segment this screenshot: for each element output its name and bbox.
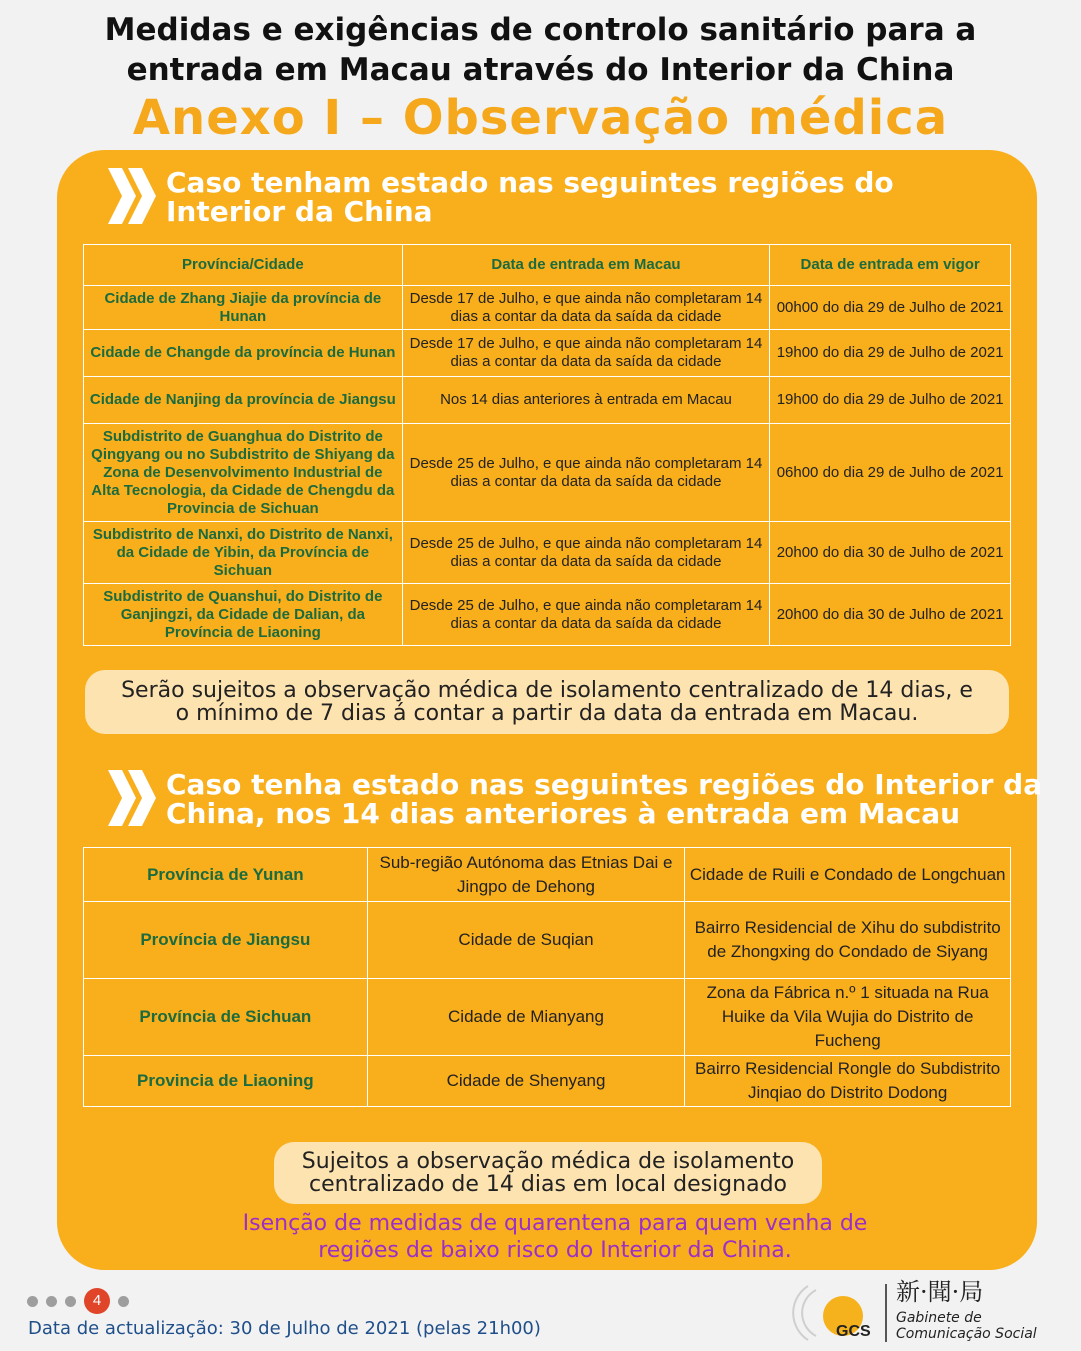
column-header: Data de entrada em vigor — [770, 245, 1011, 286]
city-cell: Cidade de Mianyang — [367, 979, 685, 1056]
area-cell: Zona da Fábrica n.º 1 situada na Rua Huike da Vila Wujia do Distrito de Fucheng — [685, 979, 1011, 1056]
province-cell: Província de Jiangsu — [84, 902, 368, 979]
logo-name-line2: Comunicação Social — [896, 1326, 1037, 1342]
isolation-notice-2-line1: Sujeitos a observação médica de isolamento — [301, 1149, 795, 1174]
double-chevron-icon — [108, 770, 158, 826]
isolation-notice-1-line1: Serão sujeitos a observação médica de isolamento centralizado de 14 dias, e — [121, 678, 973, 703]
region-cell: Subdistrito de Quanshui, do Distrito de Ganjingzi, da Cidade de Dalian, da Província de Liaoning — [84, 584, 403, 646]
exemption-note — [120, 1210, 990, 1264]
region-cell: Cidade de Nanjing da província de Jiangsu — [84, 377, 403, 424]
gcs-logo — [788, 1278, 1068, 1346]
column-header: Data de entrada em Macau — [402, 245, 770, 286]
table-row — [84, 584, 1011, 646]
table-row — [84, 902, 1011, 979]
isolation-notice-2-line2: centralizado de 14 dias em local designado — [309, 1172, 787, 1197]
entry-cell: Desde 17 de Julho, e que ainda não completaram 14 dias a contar da data da saída da cidade — [402, 286, 770, 330]
column-header: Província/Cidade — [84, 245, 403, 286]
entry-cell: Desde 25 de Julho, e que ainda não completaram 14 dias a contar da data da saída da cidade — [402, 584, 770, 646]
logo-portuguese-name — [896, 1310, 1037, 1342]
title-line-2: entrada em Macau através do Interior da China — [126, 52, 955, 88]
table-row — [84, 979, 1011, 1056]
page-dot[interactable] — [27, 1296, 38, 1307]
title-line-1: Medidas e exigências de controlo sanitário para a — [104, 12, 977, 48]
section2-heading-line1: Caso tenha estado nas seguintes regiões do Interior da — [166, 768, 1043, 801]
page-dot[interactable] — [46, 1296, 57, 1307]
page-indicator — [27, 1288, 137, 1314]
risk-areas-table — [83, 847, 1011, 1107]
section2-heading-line2: China, nos 14 dias anteriores à entrada em Macau — [166, 797, 961, 830]
province-cell: Província de Sichuan — [84, 979, 368, 1056]
entry-cell: Desde 17 de Julho, e que ainda não completaram 14 dias a contar da data da saída da cidade — [402, 330, 770, 377]
effective-cell: 19h00 do dia 29 de Julho de 2021 — [770, 330, 1011, 377]
logo-abbreviation: GCS — [836, 1323, 871, 1340]
table-row — [84, 848, 1011, 902]
effective-cell: 20h00 do dia 30 de Julho de 2021 — [770, 584, 1011, 646]
logo-name-line1: Gabinete de — [896, 1310, 982, 1326]
current-page-number[interactable]: 4 — [84, 1288, 110, 1314]
entry-cell: Desde 25 de Julho, e que ainda não completaram 14 dias a contar da data da saída da cidade — [402, 424, 770, 522]
region-cell: Subdistrito de Guanghua do Distrito de Qingyang ou no Subdistrito de Shiyang da Zona de Desenvolvimento Industrial de Alta Tecnologia, da Cidade de Chengdu da Provincia de Sichuan — [84, 424, 403, 522]
isolation-notice-1 — [85, 670, 1009, 734]
table-row — [84, 424, 1011, 522]
page-dot[interactable] — [118, 1296, 129, 1307]
table-row — [84, 286, 1011, 330]
regions-table — [83, 244, 1011, 646]
province-cell: Província de Yunan — [84, 848, 368, 902]
page-dot[interactable] — [65, 1296, 76, 1307]
area-cell: Cidade de Ruili e Condado de Longchuan — [685, 848, 1011, 902]
region-cell: Subdistrito de Nanxi, do Distrito de Nanxi, da Cidade de Yibin, da Província de Sichuan — [84, 522, 403, 584]
isolation-notice-1-line2: o mínimo de 7 dias á contar a partir da data da entrada em Macau. — [175, 701, 919, 726]
effective-cell: 19h00 do dia 29 de Julho de 2021 — [770, 377, 1011, 424]
section1-heading — [108, 168, 894, 226]
isolation-notice-2 — [274, 1142, 822, 1204]
section1-heading-line1: Caso tenham estado nas seguintes regiões do — [166, 166, 894, 199]
page-title — [0, 10, 1081, 90]
province-cell: Provincia de Liaoning — [84, 1056, 368, 1107]
gcs-emblem-icon — [788, 1278, 888, 1346]
double-chevron-icon — [108, 168, 158, 224]
area-cell: Bairro Residencial Rongle do Subdistrito Jinqiao do Distrito Dodong — [685, 1056, 1011, 1107]
logo-chinese-name: 新·聞·局 — [896, 1278, 984, 1306]
section1-heading-line2: Interior da China — [166, 195, 433, 228]
region-cell: Cidade de Zhang Jiajie da província de Hunan — [84, 286, 403, 330]
table-row — [84, 522, 1011, 584]
city-cell: Cidade de Shenyang — [367, 1056, 685, 1107]
city-cell: Sub-região Autónoma das Etnias Dai e Jingpo de Dehong — [367, 848, 685, 902]
table-row — [84, 330, 1011, 377]
entry-cell: Nos 14 dias anteriores à entrada em Macau — [402, 377, 770, 424]
table-row — [84, 1056, 1011, 1107]
page-subtitle: Anexo I – Observação médica — [132, 90, 949, 146]
table-row — [84, 377, 1011, 424]
effective-cell: 20h00 do dia 30 de Julho de 2021 — [770, 522, 1011, 584]
exemption-note-line1: Isenção de medidas de quarentena para quem venha de — [242, 1211, 868, 1236]
effective-cell: 00h00 do dia 29 de Julho de 2021 — [770, 286, 1011, 330]
area-cell: Bairro Residencial de Xihu do subdistrito de Zhongxing do Condado de Siyang — [685, 902, 1011, 979]
update-date: Data de actualização: 30 de Julho de 2021 (pelas 21h00) — [28, 1318, 541, 1339]
section2-heading — [108, 770, 1042, 828]
table-header-row — [84, 245, 1011, 286]
region-cell: Cidade de Changde da província de Hunan — [84, 330, 403, 377]
entry-cell: Desde 25 de Julho, e que ainda não completaram 14 dias a contar da data da saída da cidade — [402, 522, 770, 584]
exemption-note-line2: regiões de baixo risco do Interior da China. — [318, 1238, 792, 1263]
city-cell: Cidade de Suqian — [367, 902, 685, 979]
effective-cell: 06h00 do dia 29 de Julho de 2021 — [770, 424, 1011, 522]
